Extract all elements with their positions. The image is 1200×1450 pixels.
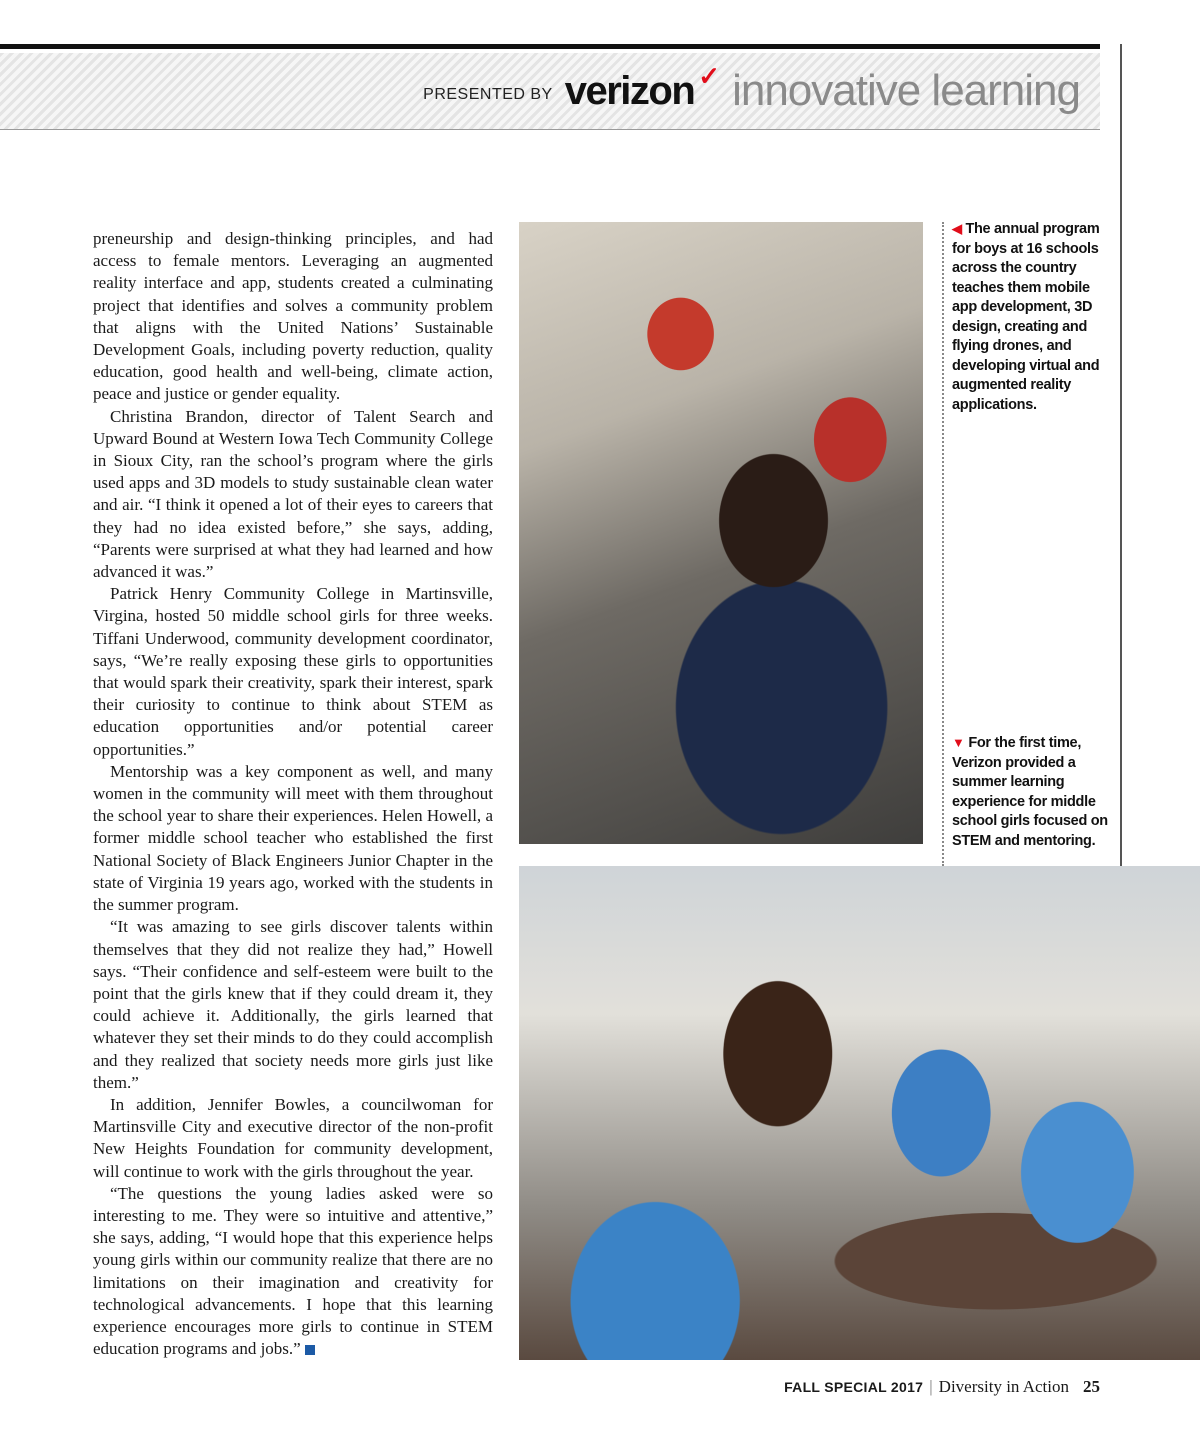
caption-text: For the first time, Verizon provided a summer learning experience for middle school girls focused on STEM and mentoring. bbox=[952, 735, 1108, 849]
caption-divider bbox=[942, 222, 944, 866]
triangle-down-icon: ▼ bbox=[952, 735, 965, 750]
verizon-logo: verizon bbox=[564, 68, 695, 113]
footer-separator: | bbox=[929, 1377, 933, 1396]
photo-girls-program bbox=[519, 866, 1200, 1360]
presented-by-label: PRESENTED BY bbox=[423, 86, 553, 103]
article-paragraph: In addition, Jennifer Bowles, a councilwoman for Martinsville City and executive director of the non-profit New Heights Foundation for community development, will continue to work with the girls throughout the year. bbox=[93, 1094, 493, 1181]
caption-girls-program bbox=[952, 733, 1112, 851]
article-paragraph-last bbox=[93, 1183, 493, 1361]
issue-label: FALL SPECIAL 2017 bbox=[784, 1379, 924, 1395]
photo-boys-program bbox=[519, 222, 923, 844]
page-footer bbox=[784, 1377, 1100, 1397]
article-paragraph: Christina Brandon, director of Talent Search and Upward Bound at Western Iowa Tech Community College in Sioux City, ran the school’s program where the girls used apps and 3D models to study sustainable clean water and air. “I think it opened a lot of their eyes to careers that they had no idea existed before,” she says, adding, “Parents were surprised at what they had learned and how advanced it was.” bbox=[93, 406, 493, 582]
section-tagline: innovative learning bbox=[732, 66, 1080, 115]
article-paragraph: Patrick Henry Community College in Martinsville, Virgina, hosted 50 middle school girls for three weeks. Tiffani Underwood, community development coordinator, says, “We’re really exposing these girls to opportunities that would spark their creativity, spark their interest, spark their curiosity to continue to think about STEM as education opportunities and/or potential career opportunities.” bbox=[93, 584, 493, 759]
article-paragraph: preneurship and design-thinking principles, and had access to female mentors. Leveraging an augmented reality interface and app, students created a culminating project that identifies and solves a community problem that aligns with the United Nations’ Sustainable Development Goals, including poverty reduction, quality education, good health and well-being, climate action, peace and justice or gender equality. bbox=[93, 229, 493, 404]
publication-name: Diversity in Action bbox=[938, 1377, 1069, 1396]
section-header bbox=[0, 53, 1100, 130]
caption-text: The annual program for boys at 16 schools across the country teaches them mobile app development, 3D design, creating and flying drones, and developing virtual and augmented reality applications. bbox=[952, 221, 1100, 413]
article-paragraph-text: “The questions the young ladies asked were so interesting to me. They were so intuitive and attentive,” she says, adding, “I would hope that this experience helps young girls within our community realize that there are no limitations on their imagination and creativity for technological advancements. I hope that this learning experience encourages more girls to continue in STEM education programs and jobs.” bbox=[93, 1183, 493, 1359]
article-paragraph: Mentorship was a key component as well, and many women in the community will meet with them throughout the school year to share their experiences. Helen Howell, a former middle school teacher who established the first National Society of Black Engineers Junior Chapter in the state of Virginia 19 years ago, worked with the students in the summer program. bbox=[93, 761, 493, 915]
article-paragraph: “It was amazing to see girls discover talents within themselves that they did not realize they had,” Howell says. “Their confidence and self-esteem were built to the point that the girls knew that if they could dream it, they could achieve it. Additionally, the girls learned that whatever they set their minds to do they could accomplish and they realized that society needs more girls just like them.” bbox=[93, 917, 493, 1092]
end-of-article-icon bbox=[305, 1345, 315, 1355]
article-body bbox=[93, 228, 493, 1360]
page-number: 25 bbox=[1083, 1377, 1100, 1396]
top-rule bbox=[0, 44, 1100, 49]
caption-boys-program bbox=[952, 219, 1112, 415]
verizon-check-icon: ✓ bbox=[698, 62, 721, 91]
triangle-left-icon: ◀ bbox=[952, 221, 962, 236]
header-inner bbox=[423, 53, 1080, 129]
